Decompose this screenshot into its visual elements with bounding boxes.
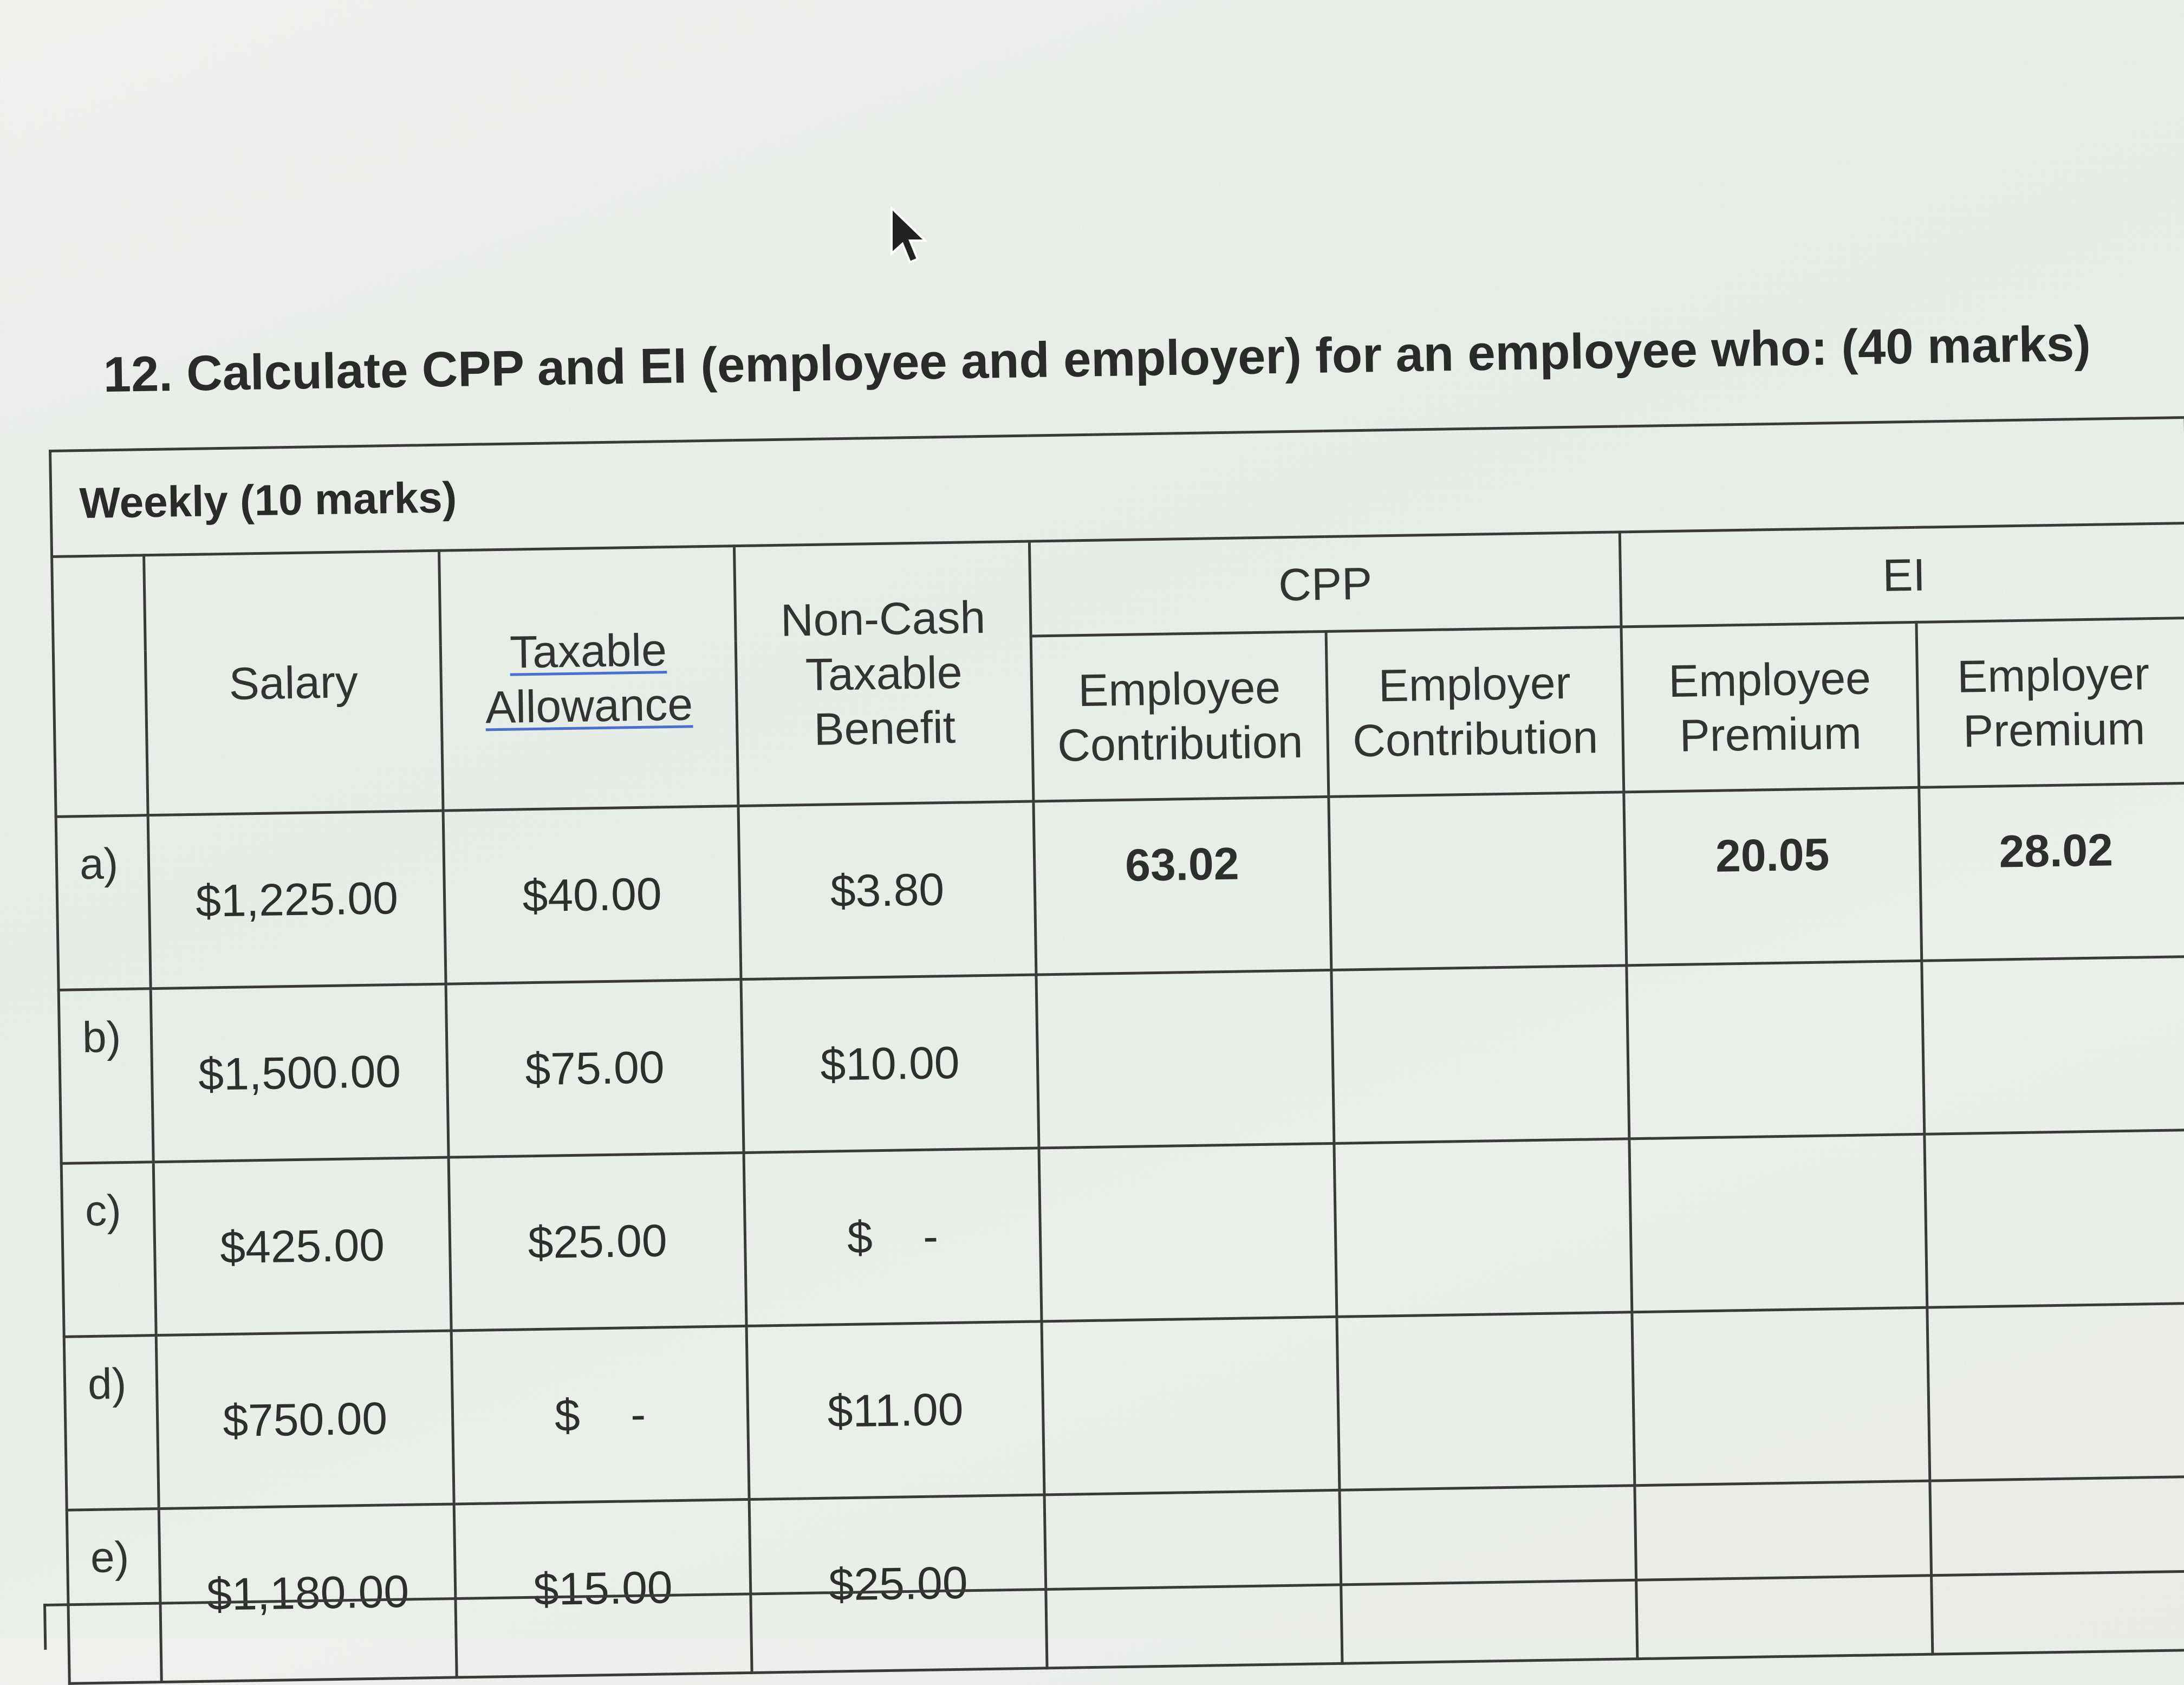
cpp-employee-cell[interactable] [1036,970,1334,1148]
cpp-employer-cell[interactable] [1337,1312,1635,1490]
cpp-employer-cell[interactable] [1334,1139,1632,1317]
salary-cell: $425.00 [153,1157,451,1336]
row-label: e) [67,1509,161,1684]
allowance-cell: $15.00 [454,1499,752,1677]
benefit-cell: $ - [744,1148,1042,1326]
header-cpp: CPP [1029,532,1621,636]
header-taxable-allowance-line1: Taxable [509,624,667,678]
row-label-header [52,555,148,817]
header-salary: Salary [144,550,443,815]
header-noncash-line1: Non-Cash [780,592,986,646]
header-cpp-employer [1326,627,1624,797]
cpp-ei-table [49,416,2184,1685]
benefit-cell: $11.00 [746,1321,1044,1500]
header-cpp-employee-line1: Employee [1077,662,1281,716]
ei-employee-cell[interactable]: 20.05 [1624,787,1922,965]
allowance-cell: $25.00 [448,1153,746,1331]
salary-cell: $750.00 [156,1331,454,1509]
benefit-cell: $25.00 [749,1495,1047,1673]
ei-employer-cell[interactable] [1922,956,2184,1134]
table-row [56,783,2184,990]
header-ei-employee [1621,622,1919,792]
header-ei: EI [1620,523,2184,627]
ei-employer-cell[interactable]: 28.02 [1919,783,2184,961]
row-label: a) [56,815,151,990]
salary-cell: $1,180.00 [159,1504,457,1682]
ei-employee-cell[interactable] [1627,961,1925,1139]
header-cpp-employer-line1: Employer [1378,657,1571,711]
salary-cell: $1,225.00 [148,811,446,989]
header-ei-employer-line1: Employer [1956,648,2150,702]
worksheet-table-container [49,416,2184,1685]
allowance-cell: $40.00 [443,806,741,984]
salary-cell: $1,500.00 [151,984,448,1162]
ei-employee-cell[interactable] [1629,1134,1927,1312]
section-title: Weekly (10 marks) [50,418,2184,557]
question-heading: 12. Calculate CPP and EI (employee and employer) for an employee who: (40 marks) [103,316,2091,403]
ei-employer-cell[interactable] [1927,1303,2184,1481]
row-label: b) [58,989,153,1164]
cpp-employee-cell[interactable] [1042,1317,1340,1495]
mouse-pointer-icon [888,206,932,265]
cpp-employee-cell[interactable] [1044,1490,1342,1668]
allowance-cell: $ - [451,1326,749,1504]
cpp-employee-cell[interactable]: 63.02 [1034,796,1331,975]
row-label: c) [61,1162,156,1337]
ei-employer-cell[interactable] [1930,1476,2184,1654]
header-cpp-employee-line2: Contribution [1057,716,1303,771]
allowance-cell: $75.00 [446,980,744,1158]
table-row [61,1130,2184,1337]
cpp-employer-cell[interactable] [1331,965,1629,1144]
header-noncash-benefit [734,541,1033,806]
benefit-cell: $3.80 [738,801,1036,980]
ei-employee-cell[interactable] [1635,1481,1933,1659]
row-label: d) [64,1336,159,1511]
ei-employer-cell[interactable] [1925,1130,2184,1307]
ei-employee-cell[interactable] [1632,1307,1930,1486]
header-ei-employer [1916,618,2184,787]
header-taxable-allowance [439,546,738,811]
cpp-employee-cell[interactable] [1039,1143,1337,1321]
header-ei-employee-line1: Employee [1668,652,1871,707]
header-ei-employer-line2: Premium [1962,703,2146,757]
header-taxable-allowance-line2: Allowance [485,678,693,733]
header-cpp-employer-line2: Contribution [1352,711,1598,767]
cpp-employer-cell[interactable] [1329,792,1627,970]
cpp-employer-cell[interactable] [1340,1486,1637,1664]
header-cpp-employee [1031,632,1329,802]
table-row [58,956,2184,1163]
benefit-cell: $10.00 [741,975,1039,1153]
header-noncash-line3: Benefit [813,701,956,755]
header-ei-employee-line2: Premium [1679,707,1862,761]
header-noncash-line2: Taxable [805,646,963,701]
table-row [64,1303,2184,1510]
